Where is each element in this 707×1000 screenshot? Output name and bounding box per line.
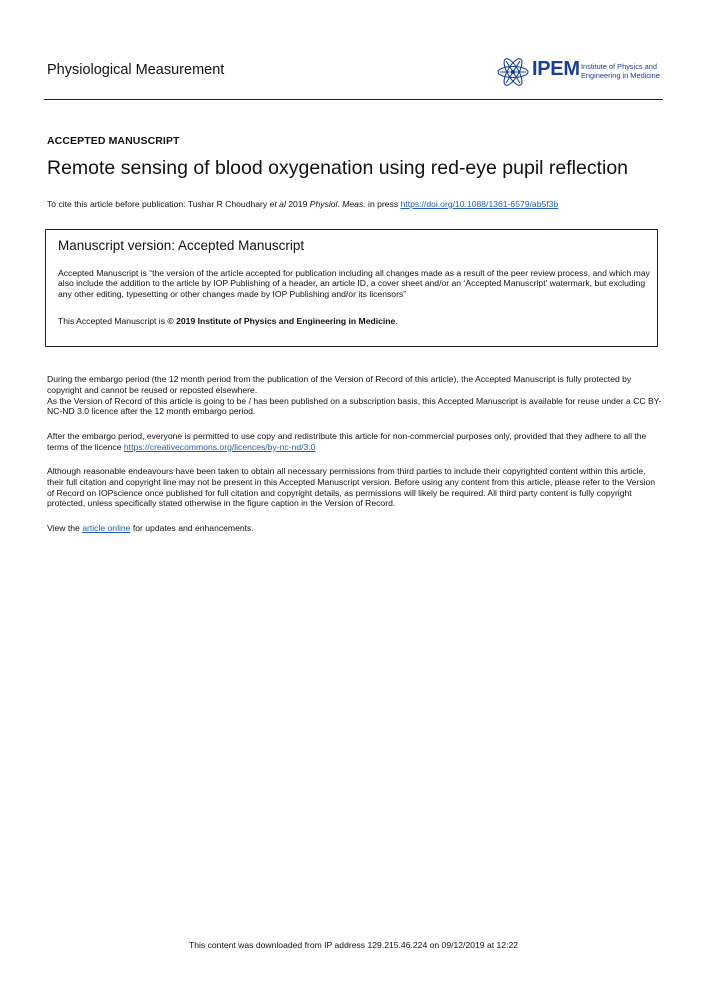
licence-paragraph: [47, 431, 662, 453]
header-divider: [44, 99, 663, 100]
cite-journal: Physiol. Meas.: [309, 199, 366, 209]
ipem-logo[interactable]: [496, 55, 666, 89]
article-title: Remote sensing of blood oxygenation using red-eye pupil reflection: [47, 157, 629, 179]
download-footer: This content was downloaded from IP address 129.215.46.224 on 09/12/2019 at 12:22: [188, 940, 519, 950]
copyright-suffix: .: [395, 316, 398, 326]
box-definition: Accepted Manuscript is “the version of the article accepted for publication including all changes made as a result of the peer review process, and which may also include the addition to the article by IOP Publishing of a header, an article ID, a cover sheet and/or an ‘Accepted Manuscript’ watermark, but excluding any other editing, typesetting or other changes made by IOP Publishing and/or its licensors”: [58, 268, 650, 299]
box-title: Manuscript version: Accepted Manuscript: [58, 238, 305, 253]
atom-logo-icon: [496, 55, 530, 89]
cite-et-al: et al: [269, 199, 286, 209]
logo-institution: [581, 62, 660, 80]
copyright-holder: © 2019 Institute of Physics and Engineering in Medicine: [167, 316, 396, 326]
permissions-paragraph: Although reasonable endeavours have been taken to obtain all necessary permissions from third parties to include their copyrighted content within this article, their full citation and copyright line may not be present in this Accepted Manuscript version. Before using any content from this article, please refer to the Version of Record on IOPscience once published for full citation and copyright details, as permissions will likely be required. All third party content is fully copyright protected, unless specifically stated otherwise in the figure caption in the Version of Record.: [47, 466, 656, 509]
licence-link[interactable]: https://creativecommons.org/licences/by-nc-nd/3.0: [123, 441, 316, 452]
view-suffix: for updates and enhancements.: [130, 523, 254, 533]
manuscript-version-box: [45, 229, 658, 347]
cite-prefix: To cite this article before publication: Tushar R Choudhary: [47, 199, 270, 209]
citation-line: [47, 199, 558, 209]
embargo-line-2: As the Version of Record of this article is going to be / has been published on a subscription basis, this Accepted Manuscript is available for reuse under a CC BY-NC-ND 3.0 licence after the 12 month embargo period.: [47, 395, 662, 417]
embargo-line-1: During the embargo period (the 12 month period from the publication of the Version of Record of this article), the Accepted Manuscript is fully protected by copyright and cannot be reused or reposted elsewhere.: [47, 374, 632, 395]
doi-link[interactable]: https://doi.org/10.1088/1361-6579/ab5f3b: [400, 199, 559, 209]
logo-institution-line2: Engineering in Medicine: [581, 71, 660, 80]
view-prefix: View the: [47, 523, 83, 533]
licence-text: After the embargo period, everyone is permitted to use copy and redistribute this article for non-commercial purposes only, provided that they adhere to all the terms of the licence: [47, 431, 647, 452]
logo-wordmark: IPEM: [532, 58, 580, 80]
copyright-prefix: This Accepted Manuscript is: [58, 316, 168, 326]
journal-name: Physiological Measurement: [47, 62, 225, 78]
embargo-paragraph: [47, 374, 662, 417]
box-copyright: [58, 316, 398, 326]
cite-year: 2019: [285, 199, 310, 209]
cite-press: in press: [365, 199, 401, 209]
accepted-manuscript-label: ACCEPTED MANUSCRIPT: [47, 135, 180, 147]
article-online-link[interactable]: article online: [82, 523, 131, 533]
view-online-paragraph: [47, 523, 662, 534]
logo-institution-line1: Institute of Physics and: [581, 62, 657, 71]
